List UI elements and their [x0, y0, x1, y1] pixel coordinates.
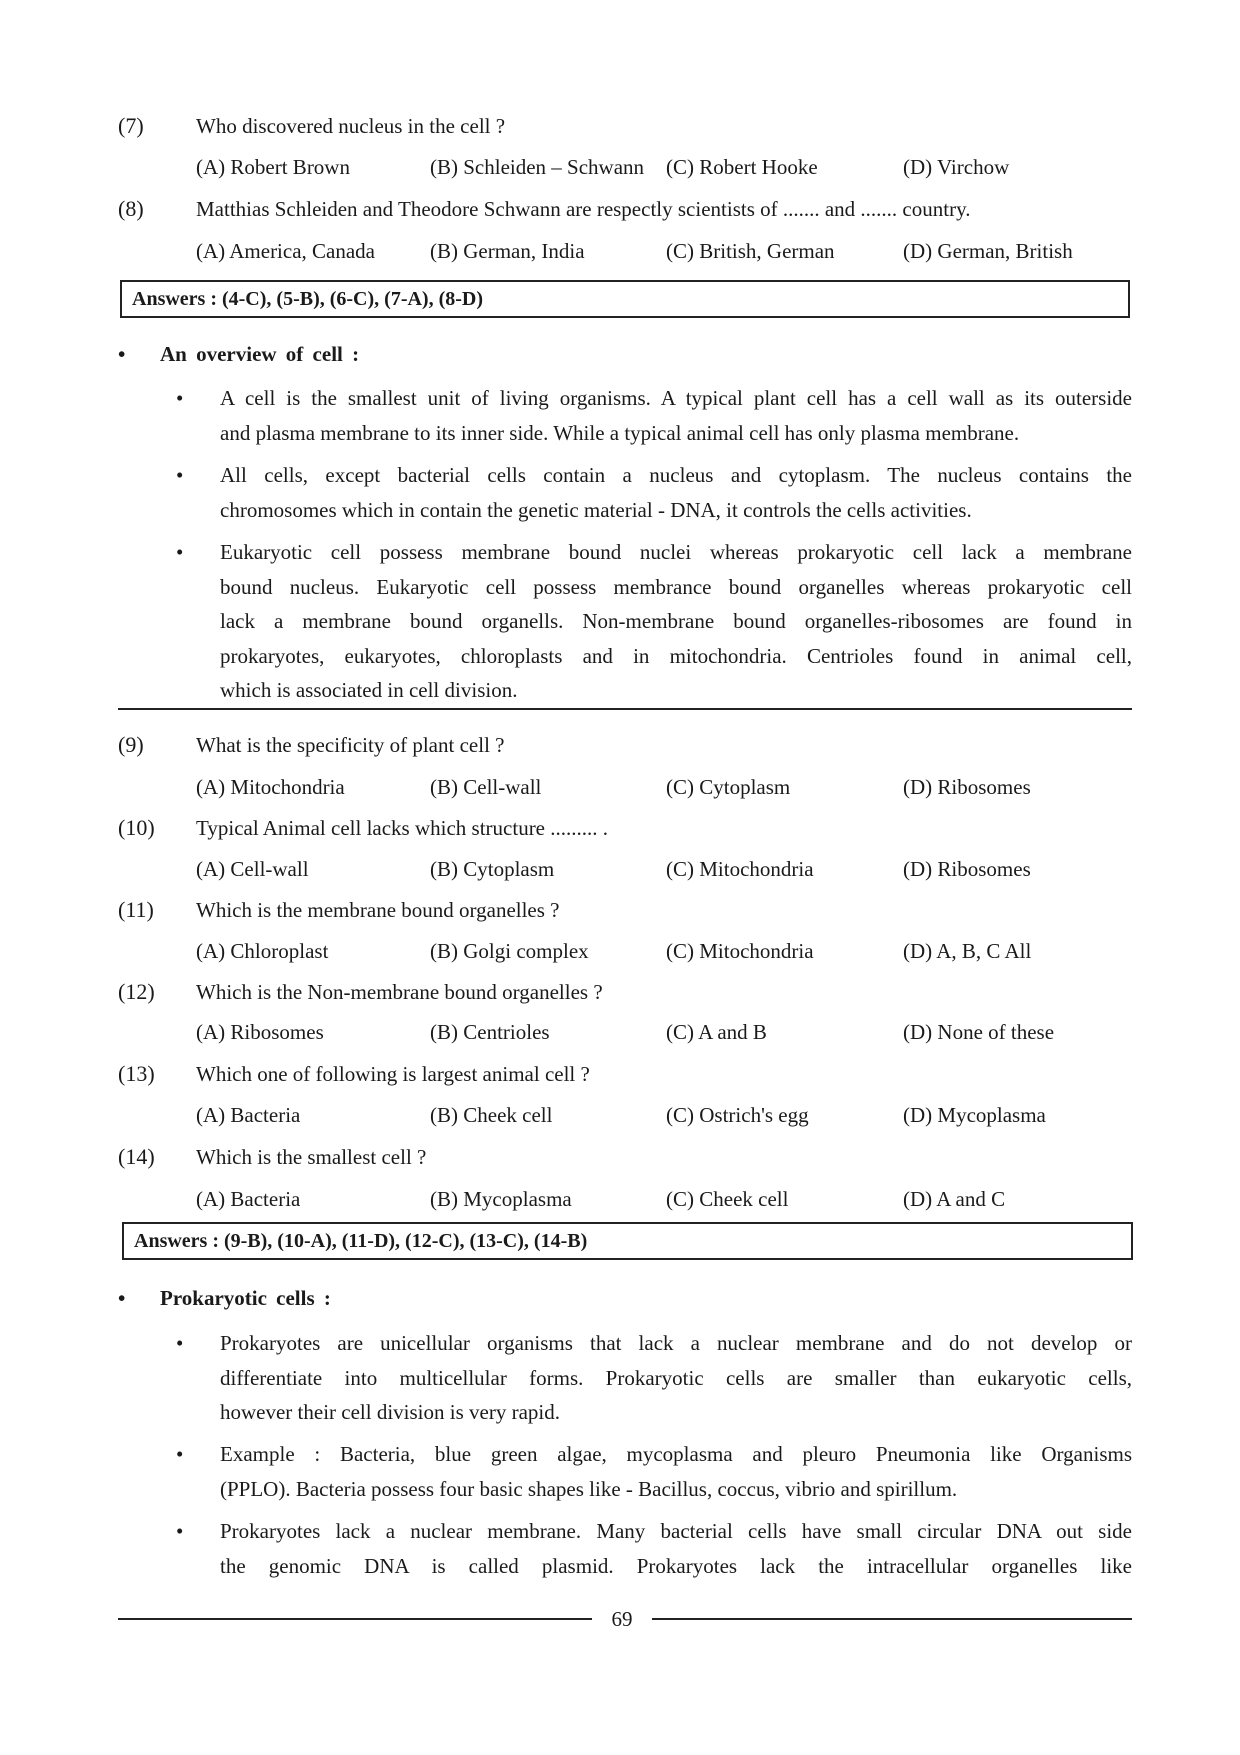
bullet-glyph: • [118, 1286, 126, 1310]
question-number: (10) [118, 815, 155, 840]
question-text: Which one of following is largest animal cell ? [196, 1062, 590, 1086]
text-line: however their cell division is very rapid. [220, 1400, 560, 1424]
option-c: (C) A and B [666, 1020, 767, 1044]
option-b: (B) Centrioles [430, 1020, 550, 1044]
option-c: (C) Mitochondria [666, 939, 814, 963]
question-text: Which is the Non-membrane bound organelles ? [196, 980, 603, 1004]
bullet-text [220, 1514, 1132, 1583]
text-line: Prokaryotes are unicellular organisms that lack a nuclear membrane and do not develop or [220, 1331, 1132, 1355]
option-d: (D) German, British [903, 239, 1073, 263]
option-d: (D) Ribosomes [903, 857, 1031, 881]
option-d: (D) A and C [903, 1187, 1006, 1211]
bullet-glyph: • [176, 386, 184, 410]
option-c: (C) Cheek cell [666, 1187, 789, 1211]
text-line: which is associated in cell division. [220, 678, 518, 702]
bullet-glyph: • [176, 540, 184, 564]
option-c: (C) British, German [666, 239, 835, 263]
option-b: (B) Cell-wall [430, 775, 542, 799]
option-a: (A) Chloroplast [196, 939, 329, 963]
option-b: (B) Schleiden – Schwann [430, 155, 645, 179]
option-b: (B) Cytoplasm [430, 857, 555, 881]
option-a: (A) Cell-wall [196, 857, 309, 881]
question-text: Which is the membrane bound organelles ? [196, 898, 560, 922]
answers-box-1: Answers : (4-C), (5-B), (6-C), (7-A), (8-D) [120, 280, 1130, 318]
option-b: (B) Cheek cell [430, 1103, 553, 1127]
answers-box-2: Answers : (9-B), (10-A), (11-D), (12-C), (13-C), (14-B) [122, 1222, 1133, 1260]
text-line: All cells, except bacterial cells contain a nucleus and cytoplasm. The nucleus contains the [220, 463, 1132, 487]
text-line: lack a membrane bound organells. Non-membrane bound organelles-ribosomes are found in [220, 609, 1132, 633]
question-text: Typical Animal cell lacks which structure ......... . [196, 816, 609, 840]
question-text: What is the specificity of plant cell ? [196, 733, 505, 757]
text-line: prokaryotes, eukaryotes, chloroplasts and in mitochondria. Centrioles found in animal cell, [220, 643, 1132, 668]
bullet-glyph: • [176, 463, 184, 487]
option-c: (C) Ostrich's egg [666, 1103, 809, 1127]
text-line: Prokaryotes lack a nuclear membrane. Many bacterial cells have small circular DNA out side [220, 1519, 1132, 1543]
text-line: Example : Bacteria, blue green algae, mycoplasma and pleuro Pneumonia like Organisms [220, 1442, 1132, 1466]
option-c: (C) Robert Hooke [666, 155, 818, 179]
question-number: (7) [118, 113, 144, 138]
bullet-glyph: • [118, 342, 126, 366]
question-number: (11) [118, 897, 154, 922]
option-d: (D) Mycoplasma [903, 1103, 1046, 1127]
question-text: Which is the smallest cell ? [196, 1145, 427, 1169]
option-d: (D) A, B, C All [903, 939, 1032, 963]
footer-rule-right [652, 1618, 1132, 1620]
question-number: (14) [118, 1144, 155, 1169]
heading-text: An overview of cell : [160, 342, 360, 366]
option-b: (B) German, India [430, 239, 585, 263]
question-number: (8) [118, 196, 144, 221]
option-b: (B) Mycoplasma [430, 1187, 572, 1211]
option-d: (D) None of these [903, 1020, 1055, 1044]
text-line: bound nucleus. Eukaryotic cell possess membrance bound organelles whereas prokaryotic cell [220, 574, 1132, 599]
text-line: A cell is the smallest unit of living organisms. A typical plant cell has a cell wall as its outerside [220, 386, 1132, 410]
bullet-text [220, 535, 1132, 708]
option-a: (A) Ribosomes [196, 1020, 324, 1044]
bullet-text [220, 1326, 1132, 1430]
option-a: (A) Robert Brown [196, 155, 350, 179]
text-line: Eukaryotic cell possess membrane bound nuclei whereas prokaryotic cell lack a membrane [220, 540, 1132, 564]
text-line: differentiate into multicellular forms. Prokaryotic cells are smaller than eukaryotic cells, [220, 1365, 1132, 1390]
text-line: the genomic DNA is called plasmid. Prokaryotes lack the intracellular organelles like [220, 1553, 1132, 1578]
bullet-glyph: • [176, 1442, 184, 1466]
option-a: (A) America, Canada [196, 239, 376, 263]
bullet-glyph: • [176, 1519, 184, 1543]
page-number: 69 [611, 1607, 633, 1631]
text-line: chromosomes which in contain the genetic material - DNA, it controls the cells activities. [220, 497, 972, 522]
option-b: (B) Golgi complex [430, 939, 589, 963]
question-number: (12) [118, 979, 155, 1004]
bullet-text [220, 381, 1132, 450]
question-number: (13) [118, 1061, 155, 1086]
option-c: (C) Mitochondria [666, 857, 814, 881]
bullet-text [220, 1437, 1132, 1506]
footer-rule-left [118, 1618, 592, 1620]
bullet-text [220, 458, 1132, 527]
option-c: (C) Cytoplasm [666, 775, 791, 799]
option-a: (A) Bacteria [196, 1103, 301, 1127]
option-a: (A) Mitochondria [196, 775, 345, 799]
option-a: (A) Bacteria [196, 1187, 301, 1211]
option-d: (D) Ribosomes [903, 775, 1031, 799]
section-divider [118, 708, 1132, 710]
question-text: Who discovered nucleus in the cell ? [196, 114, 506, 138]
option-d: (D) Virchow [903, 155, 1010, 179]
text-line: and plasma membrane to its inner side. While a typical animal cell has only plasma membrane. [220, 420, 1020, 445]
heading-text: Prokaryotic cells : [160, 1286, 331, 1310]
bullet-glyph: • [176, 1331, 184, 1355]
question-number: (9) [118, 732, 144, 757]
question-text: Matthias Schleiden and Theodore Schwann are respectly scientists of ....... and ....... country. [196, 197, 971, 221]
text-line: (PPLO). Bacteria possess four basic shapes like - Bacillus, coccus, vibrio and spirillum. [220, 1476, 958, 1501]
